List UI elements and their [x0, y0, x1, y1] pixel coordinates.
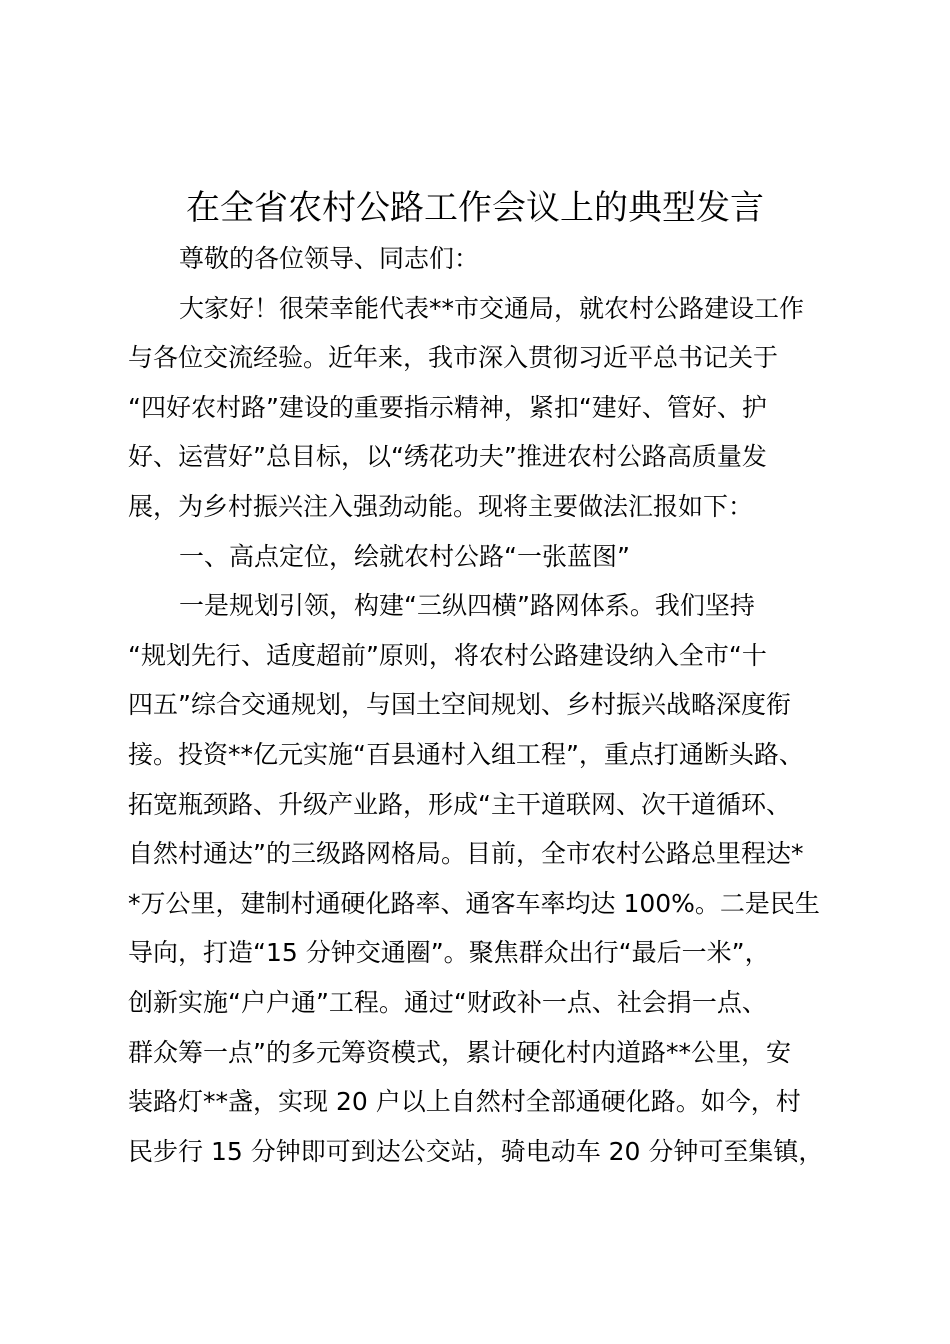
- paragraph-line: 导向，打造“15 分钟交通圈”。聚焦群众出行“最后一米”，: [128, 938, 770, 968]
- paragraph-line: 四五”综合交通规划，与国土空间规划、乡村振兴战略深度衔: [128, 690, 791, 720]
- salutation-line: 尊敬的各位领导、同志们：: [179, 244, 480, 273]
- paragraph-line: “规划先行、适度超前”原则，将农村公路建设纳入全市“十: [128, 640, 767, 670]
- paragraph-line: *万公里，建制村通硬化路率、通客车率均达 100%。二是民生: [128, 888, 820, 918]
- paragraph-line: 一是规划引领，构建“三纵四横”路网体系。我们坚持: [179, 591, 755, 621]
- paragraph-line: 好、运营好”总目标，以“绣花功夫”推进农村公路高质量发: [128, 442, 767, 472]
- paragraph-line: 接。投资**亿元实施“百县通村入组工程”，重点打通断头路、: [128, 739, 804, 769]
- paragraph-line: 自然村通达”的三级路网格局。目前，全市农村公路总里程达*: [128, 839, 804, 869]
- paragraph-line: 与各位交流经验。近年来，我市深入贯彻习近平总书记关于: [128, 343, 779, 373]
- paragraph-line: 民步行 15 分钟即可到达公交站，骑电动车 20 分钟可至集镇，: [128, 1136, 824, 1166]
- paragraph-line: 拓宽瓶颈路、升级产业路，形成“主干道联网、次干道循环、: [128, 789, 791, 819]
- document-title: 在全省农村公路工作会议上的典型发言: [186, 188, 764, 228]
- section-heading: 一、高点定位，绘就农村公路“一张蓝图”: [179, 541, 630, 571]
- document-body: [128, 234, 848, 1176]
- paragraph-line: 装路灯**盏，实现 20 户以上自然村全部通硬化路。如今，村: [128, 1087, 801, 1117]
- paragraph-line: 展，为乡村振兴注入强劲动能。现将主要做法汇报如下：: [128, 491, 754, 521]
- paragraph-line: 大家好！很荣幸能代表**市交通局，就农村公路建设工作: [179, 293, 805, 323]
- paragraph-line: 群众筹一点”的多元筹资模式，累计硬化村内道路**公里，安: [128, 1037, 791, 1067]
- paragraph-line: “四好农村路”建设的重要指示精神，紧扣“建好、管好、护: [128, 392, 767, 422]
- paragraph-line: 创新实施“户户通”工程。通过“财政补一点、社会捐一点、: [128, 987, 767, 1017]
